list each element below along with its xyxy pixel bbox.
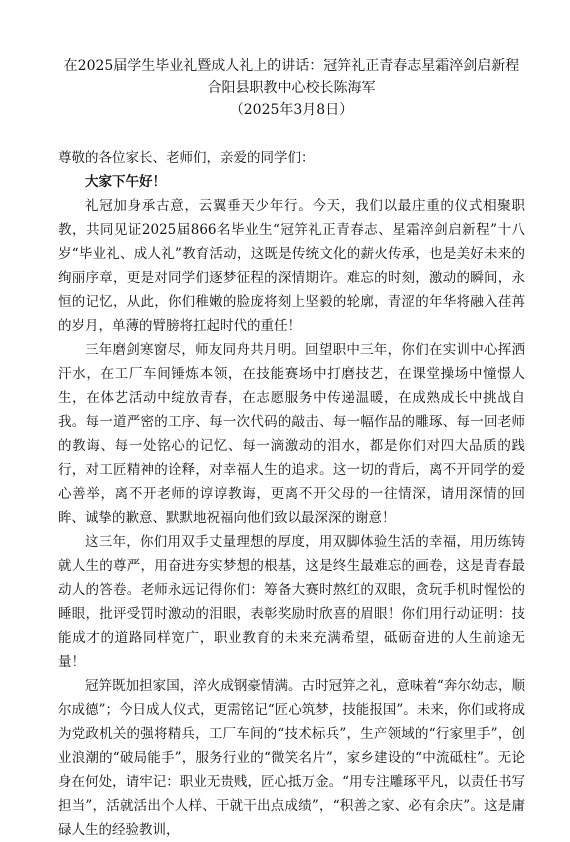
paragraph-greeting: 大家下午好！ [85, 174, 166, 190]
salutation: 尊敬的各位家长、老师们，亲爱的同学们： [58, 150, 315, 166]
paragraph-3: 这三年，你们用双手丈量理想的厚度，用双脚体验生活的幸福，用历练铸就人生的尊严，用奋进夯实梦想的根基，这是终生最难忘的画卷，这是青春最动人的答卷。老师永远记得你们：筹备大赛时熬红的双眼，贪玩手机时惺忪的睡眼，批评受罚时激动的泪眼，表彰奖励时欣喜的眉眼！你们用行动证明：技能成才的道路同样宽广，职业教育的未来充满希望，砥砺奋进的人生前途无量！ [58, 534, 525, 670]
speech-date: （2025年3月8日） [229, 102, 354, 118]
paragraph-2: 三年磨剑寒窗尽，师友同舟共月明。回望职中三年，你们在实训中心挥洒汗水，在工厂车间锤炼本领，在技能赛场中打磨技艺，在课堂操场中憧憬人生，在体艺活动中绽放青春，在志愿服务中传递温暖，在成熟成长中挑战自我。每一道严密的工序、每一次代码的敲击、每一幅作品的雕琢、每一回老师的教诲、每一处铭心的记忆、每一滴激动的泪水，都是你们对四大品质的践行，对工匠精神的诠释，对幸福人生的追求。这一切的背后，离不开同学的爱心善举，离不开老师的谆谆教诲，更离不开父母的一往情深，请用深情的回眸、诚挚的歉意、默默地祝福向他们致以最深深的谢意！ [58, 342, 525, 526]
paragraph-4: 冠笄既加担家国，淬火成钢豪情满。古时冠笄之礼，意味着“奔尔幼志，顺尔成德”；今日成人仪式，更需铭记“匠心筑梦，技能报国”。未来，你们或将成为党政机关的强将精兵，工厂车间的“技术标兵”，生产领域的“行家里手”，创业浪潮的“破局能手”，服务行业的“微笑名片”，家乡建设的“中流砥柱”。无论身在何处，请牢记：职业无贵贱，匠心抵万金。“用专注雕琢平凡，以责任书写担当”，活就活出个人样、干就干出点成绩”，“积善之家、必有余庆”。这是庸碌人生的经验教训， [58, 678, 525, 838]
paragraph-1: 礼冠加身承古意，云翼垂天少年行。今天，我们以最庄重的仪式相聚职教，共同见证2025届866名毕业生“冠笄礼正青春志、星霜淬剑启新程”十八岁“毕业礼、成人礼”教育活动，这既是传统文化的薪火传承，也是美好未来的绚丽序章，更是对同学们逐梦征程的深情期许。难忘的时刻，激动的瞬间，永恒的记忆，从此，你们稚嫩的脸庞将刻上坚毅的轮廓，青涩的年华将融入荏苒的岁月，单薄的臂膀将扛起时代的重任！ [58, 198, 525, 334]
speech-author: 合阳县职教中心校长陈海军 [207, 80, 376, 96]
speech-title: 在2025届学生毕业礼暨成人礼上的讲话：冠笄礼正青春志星霜淬剑启新程 [63, 58, 520, 74]
